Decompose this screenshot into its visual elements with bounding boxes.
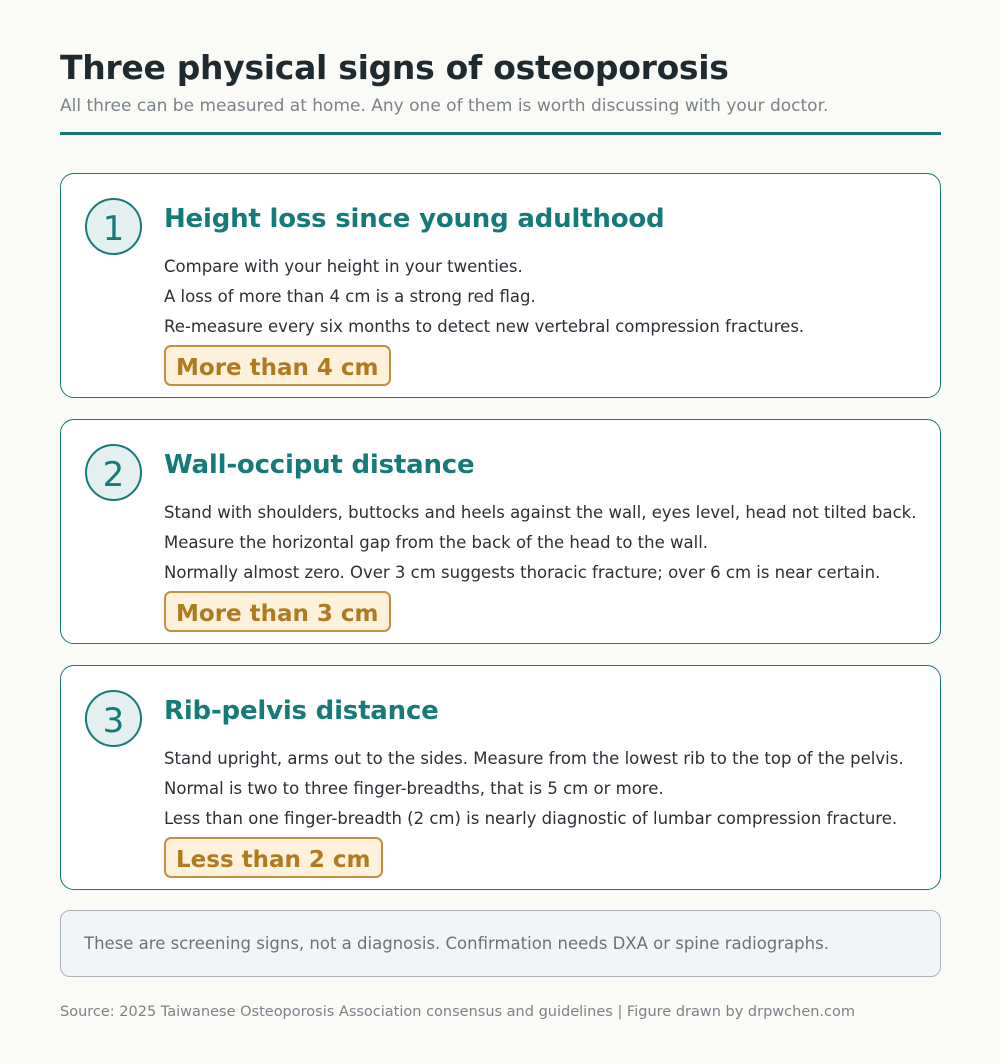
step-number-badge: 1 [85,198,142,255]
sign-description [164,744,904,834]
page-title: Three physical signs of osteoporosis [60,48,729,87]
description-line: Re-measure every six months to detect new vertebral compression fractures. [164,317,805,336]
sign-card-rib-pelvis [60,665,941,890]
description-line: Measure the horizontal gap from the back of the head to the wall. [164,533,709,552]
description-line: A loss of more than 4 cm is a strong red flag. [164,287,536,306]
description-line: Stand with shoulders, buttocks and heels against the wall, eyes level, head not tilted back. [164,503,917,522]
description-line: Stand upright, arms out to the sides. Measure from the lowest rib to the top of the pelvis. [164,749,904,768]
threshold-badge: More than 4 cm [164,345,391,386]
sign-card-height-loss [60,173,941,398]
sign-description [164,252,804,342]
sign-description [164,498,916,588]
page-subtitle: All three can be measured at home. Any one of them is worth discussing with your doctor. [60,96,829,116]
threshold-badge: More than 3 cm [164,591,391,632]
sign-title: Height loss since young adulthood [164,204,665,234]
sign-title: Wall-occiput distance [164,450,475,480]
sign-title: Rib-pelvis distance [164,696,439,726]
description-line: Normal is two to three finger-breadths, that is 5 cm or more. [164,779,664,798]
sign-card-wall-occiput [60,419,941,644]
step-number-badge: 2 [85,444,142,501]
step-number-badge: 3 [85,690,142,747]
source-credit: Source: 2025 Taiwanese Osteoporosis Association consensus and guidelines | Figure drawn by drpwchen.com [60,1004,856,1020]
description-line: Normally almost zero. Over 3 cm suggests thoracic fracture; over 6 cm is near certain. [164,563,881,582]
title-divider [60,132,941,135]
description-line: Less than one finger-breadth (2 cm) is nearly diagnostic of lumbar compression fracture. [164,809,898,828]
disclaimer-text: These are screening signs, not a diagnosis. Confirmation needs DXA or spine radiographs. [84,934,829,953]
threshold-badge: Less than 2 cm [164,837,383,878]
description-line: Compare with your height in your twenties. [164,257,523,276]
disclaimer-note [60,910,941,977]
